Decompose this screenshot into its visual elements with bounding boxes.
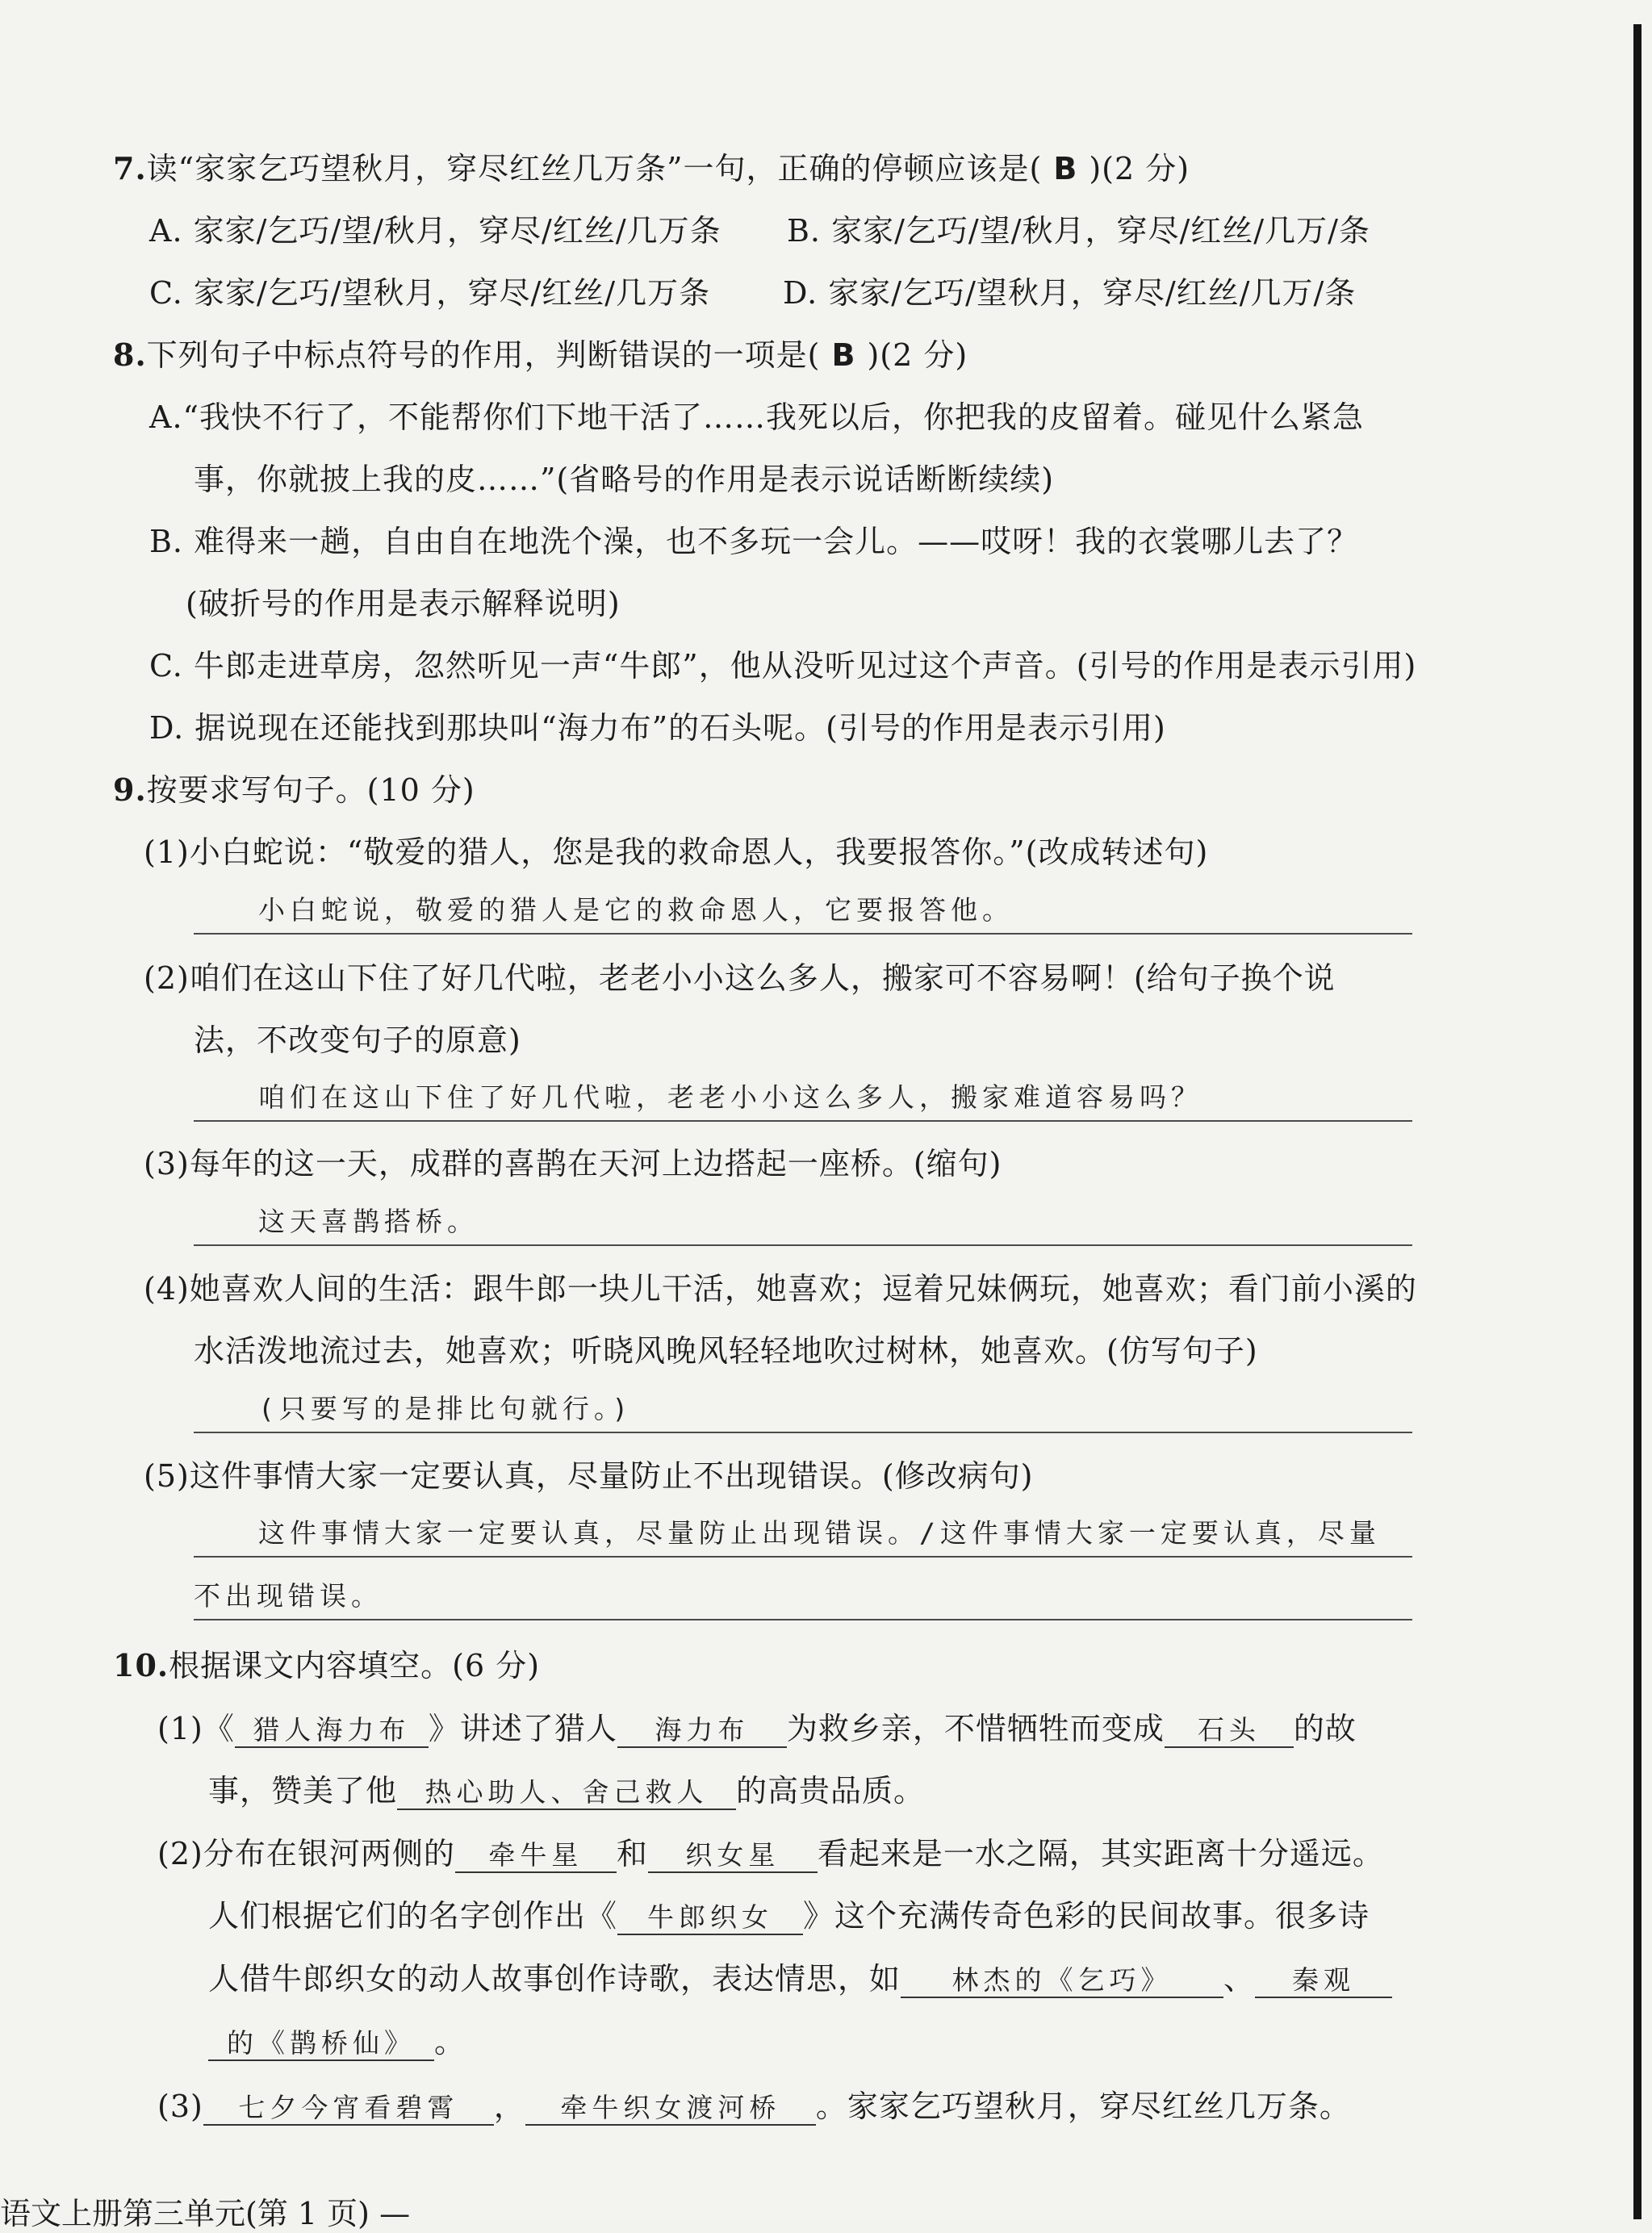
q10-blank-12: 牵牛织女渡河桥 [525,2089,816,2126]
q9-answer1-line [194,886,1412,935]
q9-answer3-line [194,1198,1412,1246]
q9-sub2-line2: 法，不改变句子的原意) [194,1022,521,1058]
q8-number: 8. [113,337,147,373]
q10-blank-5: 牵牛星 [455,1836,617,1873]
q10-blank-11: 七夕今宵看碧霄 [203,2089,494,2126]
q8-option-d: D. 据说现在还能找到那块叫“海力布”的石头呢。(引号的作用是表示引用) [149,710,1166,746]
q7-stem: 7.读“家家乞巧望秋月，穿尽红丝几万条”一句，正确的停顿应该是( B )(2 分) [113,150,1190,186]
q7-number: 7. [113,150,147,186]
q10-blank-2: 海力布 [617,1711,787,1748]
q10-part1-line2: 事，赞美了他 热心助人、舍己救人 的高贵品质。 [208,1773,926,1809]
q7-answer: B [1053,151,1078,186]
q10-blank-7: 牛郎织女 [617,1898,803,1935]
q10-blank-10: 的《鹊桥仙》 [208,2024,434,2061]
q9-answer5-part2: 不出现错误。 [194,1580,383,1612]
q9-answer5-part1: 这件事情大家一定要认真，尽量防止出现错误。/这件事情大家一定要认真，尽量 [258,1517,1381,1549]
q9-number: 9. [113,772,147,808]
q8-stem: 8.下列句子中标点符号的作用，判断错误的一项是( B )(2 分) [113,337,968,373]
q7-option-c: C. 家家/乞巧/望秋月，穿尽/红丝/几万条 [149,275,711,311]
q9-stem: 9.按要求写句子。(10 分) [113,772,475,808]
q10-blank-6: 织女星 [648,1836,818,1873]
q9-answer2-line [194,1073,1412,1122]
scan-edge-bar [1633,24,1642,2219]
q9-sub4-line1: (4)她喜欢人间的生活：跟牛郎一块儿干活，她喜欢；逗着兄妹俩玩，她喜欢；看门前小溪的 [144,1271,1417,1307]
q8-option-c: C. 牛郎走进草房，忽然听见一声“牛郎”，他从没听见过这个声音。(引号的作用是表示引用) [149,648,1417,684]
q10-stem: 10.根据课文内容填空。(6 分) [113,1647,541,1683]
q9-sub2-line1: (2)咱们在这山下住了好几代啦，老老小小这么多人，搬家可不容易啊！(给句子换个说 [144,960,1336,996]
q9-sub5: (5)这件事情大家一定要认真，尽量防止不出现错误。(修改病句) [144,1458,1034,1494]
q8-option-a-line1: A.“我快不行了，不能帮你们下地干活了……我死以后，你把我的皮留着。碰见什么紧急 [149,399,1364,435]
q10-part2-line4: 的《鹊桥仙》 。 [208,2022,466,2061]
q10-part3: (3) 七夕今宵看碧霄 ， 牵牛织女渡河桥 。家家乞巧望秋月，穿尽红丝几万条。 [157,2089,1351,2124]
q8-option-a-line2: 事，你就披上我的皮……”(省略号的作用是表示说话断断续续) [194,462,1055,497]
q10-blank-9: 秦观 [1255,1961,1392,1998]
q10-part1-line1: (1)《 猎人海力布 》讲述了猎人 海力布 为救乡亲，不惜牺牲而变成 石头 的故 [157,1711,1357,1746]
q7-option-d: D. 家家/乞巧/望秋月，穿尽/红丝/几万/条 [783,275,1357,311]
q8-option-b-line2: (破折号的作用是表示解释说明) [186,586,621,621]
q9-sub3: (3)每年的这一天，成群的喜鹊在天河上边搭起一座桥。(缩句) [144,1146,1002,1181]
q10-blank-8: 林杰的《乞巧》 [901,1961,1223,1998]
q9-answer3: 这天喜鹊搭桥。 [258,1206,479,1237]
q10-blank-4: 热心助人、舍己救人 [397,1773,736,1810]
q9-sub1: (1)小白蛇说：“敬爱的猎人，您是我的救命恩人，我要报答你。”(改成转述句) [144,834,1209,870]
q9-sub4-line2: 水活泼地流过去，她喜欢；听晓风晚风轻轻地吹过树林，她喜欢。(仿写句子) [194,1333,1258,1369]
q9-answer1: 小白蛇说，敬爱的猎人是它的救命恩人，它要报答他。 [258,894,1014,926]
q10-part2-line2: 人们根据它们的名字创作出《 牛郎织女 》这个充满传奇色彩的民间故事。很多诗 [208,1898,1370,1934]
q10-blank-3: 石头 [1165,1711,1294,1748]
q9-answer4-line [194,1385,1412,1433]
q10-part2-line1: (2)分布在银河两侧的 牵牛星 和 织女星 看起来是一水之隔，其实距离十分遥远。 [157,1836,1384,1871]
q10-blank-1: 猎人海力布 [235,1711,429,1748]
q9-answer2: 咱们在这山下住了好几代啦，老老小小这么多人，搬家难道容易吗？ [258,1081,1202,1113]
q9-answer4: (只要写的是排比句就行。) [258,1393,634,1424]
q9-answer5-line1 [194,1509,1412,1558]
q9-answer5-line2 [194,1572,1412,1620]
q10-part2-line3: 人借牛郎织女的动人故事创作诗歌，表达情思，如 林杰的《乞巧》 、 秦观 [208,1959,1392,1998]
q7-option-b: B. 家家/乞巧/望/秋月，穿尽/红丝/几万/条 [787,213,1370,249]
q8-answer: B [831,337,856,373]
q7-option-a: A. 家家/乞巧/望/秋月，穿尽/红丝/几万条 [149,213,721,249]
q10-number: 10. [113,1647,169,1683]
q8-option-b-line1: B. 难得来一趟，自由自在地洗个澡，也不多玩一会儿。——哎呀！我的衣裳哪儿去了？ [149,524,1359,559]
page-footer: 语文上册第三单元(第 1 页) — [0,2196,411,2231]
